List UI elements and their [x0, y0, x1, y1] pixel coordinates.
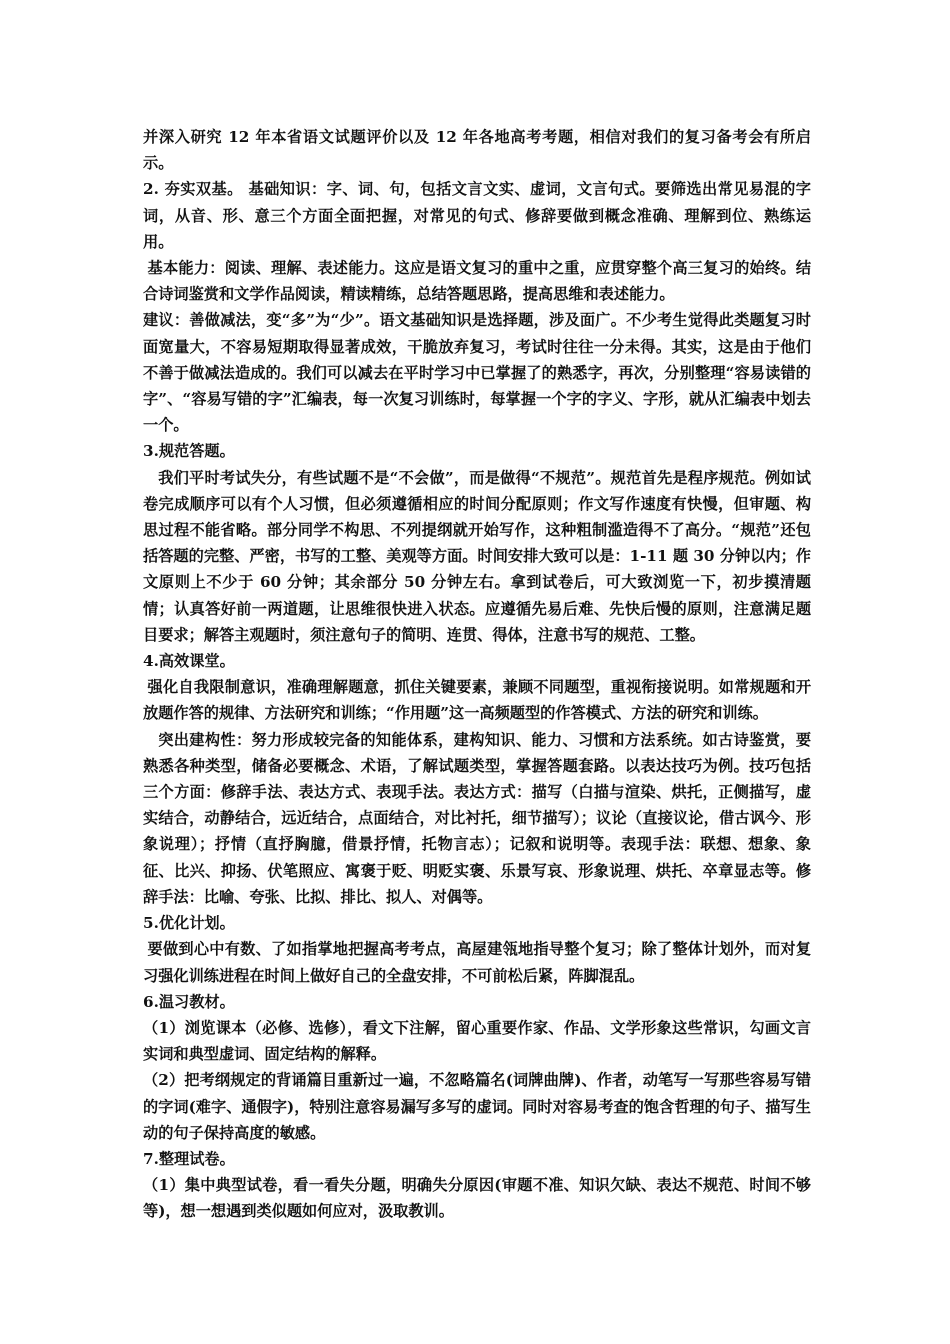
paragraph-papers-1: （1）集中典型试卷，看一看失分题，明确失分原因(审题不准、知识欠缺、表达不规范、时间不够等)，想一想遇到类似题如何应对，汲取教训。: [143, 1176, 811, 1221]
heading-section-3: 3.规范答题。: [143, 442, 235, 461]
paragraph-self-limit: 强化自我限制意识，准确理解题意，抓住关键要素，兼顾不同题型，重视衔接说明。如常规题和开放题作答的规律、方法研究和训练；“作用题”这一高频题型的作答模式、方法的研究和训练。: [143, 678, 811, 723]
paragraph-standard-answering: 我们平时考试失分，有些试题不是“不会做”，而是做得“不规范”。规范首先是程序规范。例如试卷完成顺序可以有个人习惯，但必须遵循相应的时间分配原则；作文写作速度有快慢，但审题、构思过程不能省略。部分同学不构思、不列提纲就开始写作，这种粗制滥造得不了高分。“规范”还包括答题的完整、严密，书写的工整、美观等方面。时间安排大致可以是：1-11 题 30 分钟以内；作文原则上不少于 60 分钟；其余部分 50 分钟左右。拿到试卷后，可大致浏览一下，初步摸清题情；认真答好前一两道题，让思维很快进入状态。应遵循先易后难、先快后慢的原则，注意满足题目要求；解答主观题时，须注意句子的简明、连贯、得体，注意书写的规范、工整。: [143, 468, 811, 644]
paragraph-plan: 要做到心中有数、了如指掌地把握高考考点，高屋建瓴地指导整个复习；除了整体计划外，而对复习强化训练进程在时间上做好自己的全盘安排，不可前松后紧，阵脚混乱。: [143, 940, 811, 985]
paragraph-textbook-1: （1）浏览课本（必修、选修），看文下注解，留心重要作家、作品、文学形象这些常识，勾画文言实词和典型虚词、固定结构的解释。: [143, 1018, 811, 1064]
paragraph-intro-continuation: 并深入研究 12 年本省语文试题评价以及 12 年各地高考考题，相信对我们的复习备考会有所启示。: [143, 128, 811, 173]
document-body: [143, 124, 811, 1225]
paragraph-section-2-basics: 2. 夯实双基。 基础知识：字、词、句，包括文言文实、虚词，文言句式。要筛选出常见易混的字词，从音、形、意三个方面全面把握，对常见的句式、修辞要做到概念准确、理解到位、熟练运用。: [143, 180, 811, 251]
paragraph-suggestion: 建议：善做减法，变“多”为“少”。语文基础知识是选择题，涉及面广。不少考生觉得此类题复习时面宽量大，不容易短期取得显著成效，干脆放弃复习，考试时往往一分未得。其实，这是由于他们不善于做减法造成的。我们可以减去在平时学习中已掌握了的熟悉字，再次，分别整理“容易读错的字”、“容易写错的字”汇编表，每一次复习训练时，每掌握一个字的字义、字形，就从汇编表中划去一个。: [143, 311, 811, 435]
heading-section-5: 5.优化计划。: [143, 914, 235, 933]
paragraph-textbook-2: （2）把考纲规定的背诵篇目重新过一遍，不忽略篇名(词牌曲牌)、作者，动笔写一写那些容易写错的字词(难字、通假字)，特别注意容易漏写多写的虚词。同时对容易考查的饱含哲理的句子、描写生动的句子保持高度的敏感。: [143, 1071, 811, 1142]
paragraph-constructive: 突出建构性：努力形成较完备的知能体系，建构知识、能力、习惯和方法系统。如古诗鉴赏，要熟悉各种类型，储备必要概念、术语，了解试题类型，掌握答题套路。以表达技巧为例。技巧包括三个方面：修辞手法、表达方式、表现手法。表达方式：描写（白描与渲染、烘托，正侧描写，虚实结合，动静结合，远近结合，点面结合，对比衬托，细节描写）；议论（直接议论，借古讽今、形象说理）；抒情（直抒胸臆，借景抒情，托物言志）；记叙和说明等。表现手法：联想、想象、象征、比兴、抑扬、伏笔照应、寓褒于贬、明贬实褒、乐景写哀、形象说理、烘托、卒章显志等。修辞手法：比喻、夸张、比拟、排比、拟人、对偶等。: [143, 730, 811, 906]
paragraph-basic-ability: 基本能力：阅读、理解、表述能力。这应是语文复习的重中之重，应贯穿整个高三复习的始终。结合诗词鉴赏和文学作品阅读，精读精练，总结答题思路，提高思维和表述能力。: [143, 259, 811, 304]
heading-section-7: 7.整理试卷。: [143, 1149, 235, 1168]
heading-section-4: 4.高效课堂。: [143, 652, 235, 671]
heading-section-6: 6.温习教材。: [143, 992, 235, 1011]
